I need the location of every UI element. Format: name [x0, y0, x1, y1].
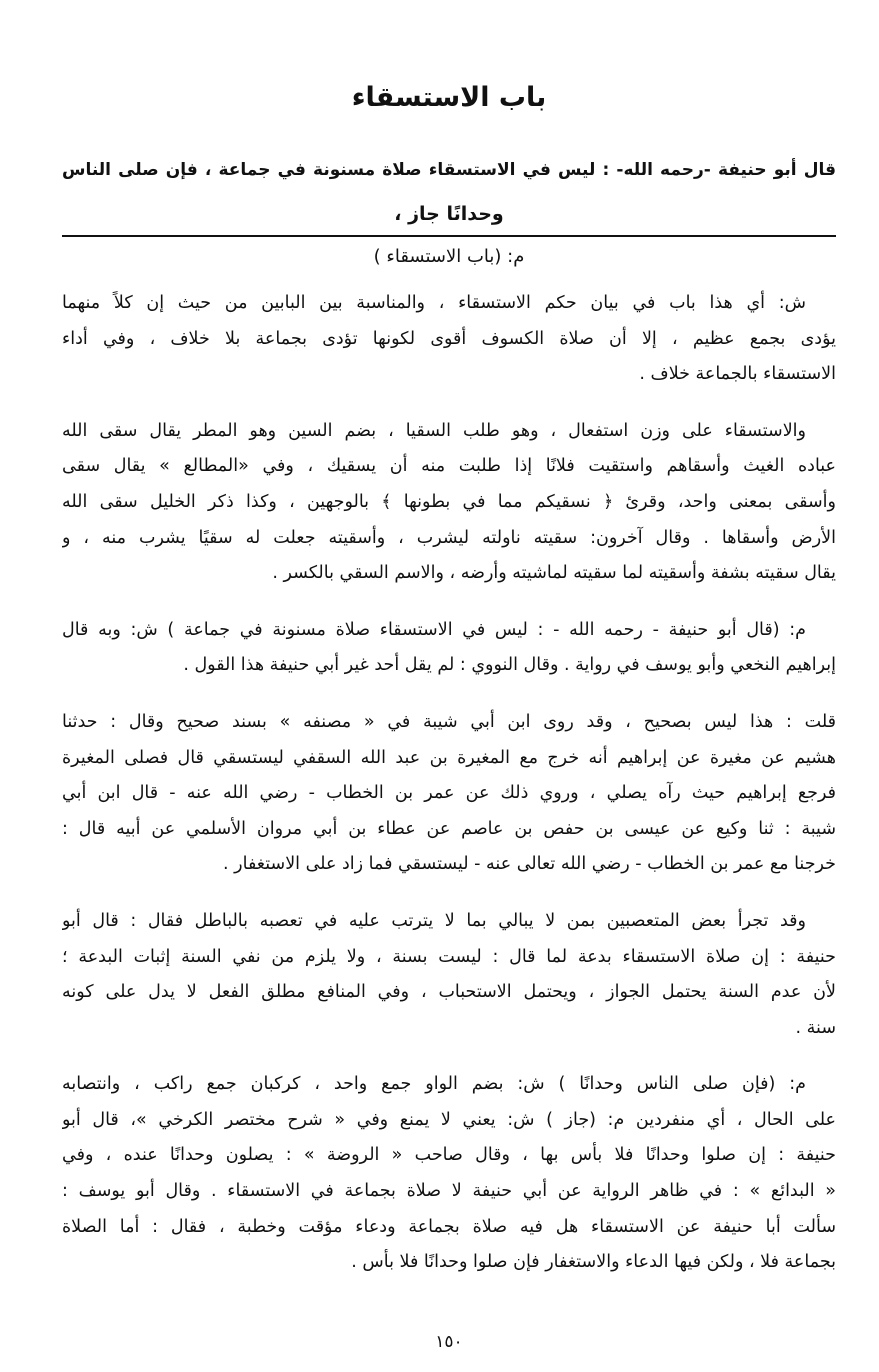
- text-line: م: (قال أبو حنيفة - رحمه الله - : ليس في الاستسقاء صلاة مسنونة في جماعة ) ش: وبه قال: [62, 619, 806, 640]
- text-line: لأن عدم السنة يحتمل الجواز ، ويحتمل الاستحباب ، وفي المنافع مطلق الفعل لا يدل على كونه: [62, 982, 836, 1003]
- page-number: ١٥٠: [435, 1332, 463, 1352]
- text-line: سألت أبا حنيفة عن الاستسقاء هل فيه صلاة بجماعة ودعاء مؤقت وخطبة ، فقال : أما الصلاة: [62, 1216, 836, 1237]
- matn-text: [62, 148, 836, 236]
- chapter-title: باب الاستسقاء: [351, 82, 547, 113]
- text-line: والاستسقاء على وزن استفعال ، وهو طلب السقيا ، بضم السين وهو المطر يقال سقى الله: [62, 420, 806, 441]
- text-line: وقد تجرأ بعض المتعصبين بمن لا يبالي بما لا يترتب عليه في تعصبه بالباطل فقال : قال أبو: [62, 910, 806, 931]
- paragraph: [62, 705, 836, 883]
- text-line: يؤدى بجمع عظيم ، إلا أن صلاة الكسوف أقوى لكونها تؤدى بجماعة بلا خلاف ، وفي أداء: [62, 328, 836, 349]
- text-line: بجماعة فلا ، ولكن فيها الدعاء والاستغفار فإن صلوا وحدانًا فلا بأس .: [351, 1252, 836, 1273]
- paragraph: [62, 904, 836, 1046]
- text-line: حنيفة : إن صلاة الاستسقاء بدعة لما قال : ليست بسنة ، ولا يلزم من نفي السنة إثبات البدعة ؛: [62, 946, 836, 967]
- matn-label: م: (باب الاستسقاء ): [373, 246, 525, 267]
- paragraph: [62, 286, 836, 393]
- text-line: شيبة : ثنا وكيع عن عيسى بن حفص بن عاصم عن عطاء بن أبي مروان الأسلمي عن أبيه قال :: [62, 818, 836, 839]
- matn-line: وحدانًا جاز ،: [394, 203, 504, 225]
- paragraph: [62, 613, 836, 684]
- text-line: يقال سقيته بشفة وأسقيته لما سقيته لماشيته وأرضه ، والاسم السقي بالكسر .: [272, 563, 836, 584]
- text-line: فرجع إبراهيم حيث رآه يصلي ، وروي ذلك عن عمر بن الخطاب - رضي الله عنه - قال ابن أبي: [62, 783, 836, 804]
- paragraph: [62, 1067, 836, 1281]
- text-line: ش: أي هذا باب في بيان حكم الاستسقاء ، والمناسبة بين البابين من حيث إن كلاً منهما: [62, 293, 806, 313]
- separator-rule: [62, 235, 836, 237]
- text-line: عباده الغيث وأسقاهم واستقيت فلانًا إذا طلبت منه أن يسقيك ، وفي «المطالع » يقال سقى: [62, 456, 836, 477]
- text-line: على الحال ، أي منفردين م: (جاز ) ش: يعني لا يمنع وفي « شرح مختصر الكرخي »، قال أبو: [62, 1109, 836, 1130]
- text-line: هشيم عن مغيرة عن إبراهيم أنه خرج مع المغيرة بن عبد الله السقفي ليستسقي قال فصلى المغيرة: [62, 747, 836, 768]
- matn-line: قال أبو حنيفة -رحمه الله- : ليس في الاستسقاء صلاة مسنونة في جماعة ، فإن صلى الناس: [62, 160, 836, 180]
- text-line: قلت : هذا ليس بصحيح ، وقد روى ابن أبي شيبة في « مصنفه » بسند صحيح وقال : حدثنا: [62, 711, 836, 732]
- text-line: سنة .: [795, 1017, 836, 1038]
- text-line: « البدائع » : في ظاهر الرواية عن أبي حنيفة لا صلاة بجماعة في الاستسقاء . وقال أبو يوسف :: [62, 1181, 836, 1202]
- text-line: م: (فإن صلى الناس وحدانًا ) ش: بضم الواو جمع واحد ، كركبان جمع راكب ، وانتصابه: [62, 1074, 806, 1095]
- text-line: إبراهيم النخعي وأبو يوسف في رواية . وقال النووي : لم يقل أحد غير أبي حنيفة هذا القول .: [183, 655, 836, 676]
- commentary-body: [62, 286, 836, 1302]
- text-line: وأسقى بمعنى واحد، وقرئ ﴿ نسقيكم مما في بطونها ﴾ بالوجهين ، وكذا ذكر الخليل سقى الله: [62, 491, 836, 512]
- text-line: الاستسقاء بالجماعة خلاف .: [639, 364, 836, 385]
- paragraph: [62, 414, 836, 592]
- text-line: الأرض وأسقاها . وقال آخرون: سقيته ناولته ليشرب ، وأسقيته جعلت له سقيًا يشرب منه ، و: [62, 527, 836, 548]
- text-line: خرجنا مع عمر بن الخطاب - رضي الله تعالى عنه - ليستسقي فما زاد على الاستغفار .: [223, 854, 836, 875]
- text-line: حنيفة : إن صلوا وحدانًا فلا بأس بها ، وقال صاحب « الروضة » : يصلون وحدانًا عنده ، وفي: [62, 1145, 836, 1166]
